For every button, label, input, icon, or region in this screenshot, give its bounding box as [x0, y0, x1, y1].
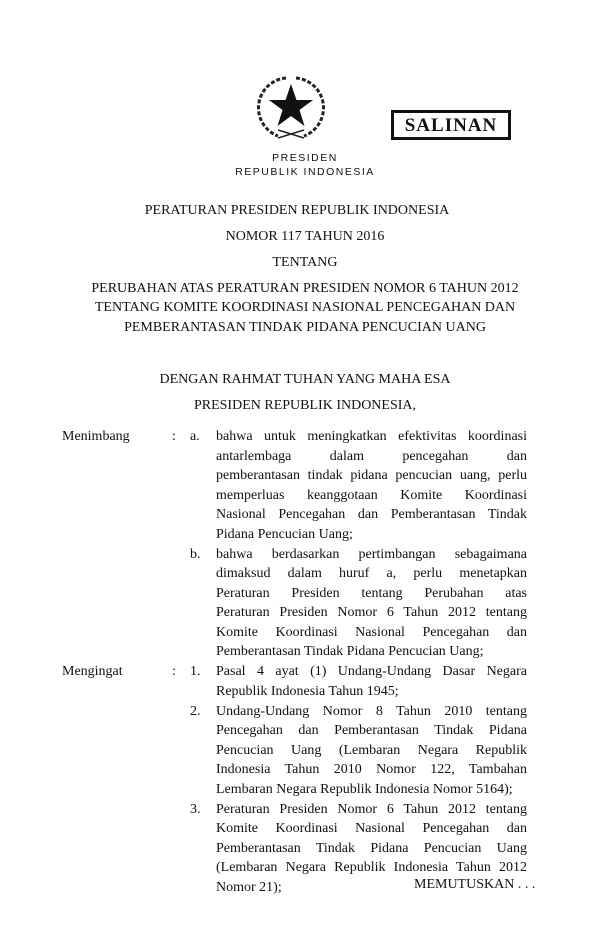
item-text-line: Peraturan Presiden Nomor 6 Tahun 2012 tentang [216, 801, 527, 817]
office-line-2: REPUBLIK INDONESIA [235, 166, 375, 178]
item-text-line: memperluas keanggotaan Komite Koordinasi [216, 487, 527, 503]
item-marker: 3. [190, 801, 201, 817]
item-text-line: Pemberantasan Tindak Pidana Pencucian Uang; [216, 644, 484, 659]
about-label: TENTANG [272, 255, 338, 270]
item-text-line: dimaksud dalam huruf a, perlu menetapkan [216, 566, 527, 581]
item-text-line: Peraturan Presiden Nomor 6 Tahun 2012 tentang [216, 605, 527, 620]
section-colon: : [172, 664, 176, 679]
subject-line-2: TENTANG KOMITE KOORDINASI NASIONAL PENCEGAHAN DAN [94, 300, 516, 315]
section-label: Mengingat [62, 664, 123, 679]
salinan-stamp: SALINAN [391, 110, 511, 140]
subject-line-3: PEMBERANTASAN TINDAK PIDANA PENCUCIAN UANG [124, 320, 486, 335]
item-text-line: Pasal 4 ayat (1) Undang-Undang Dasar Negara [216, 664, 527, 679]
item-text-line: Peraturan Presiden tentang Perubahan atas [216, 585, 527, 601]
continuation-text: MEMUTUSKAN . . . [414, 877, 536, 892]
item-marker: 2. [190, 703, 201, 719]
item-text-line: bahwa berdasarkan pertimbangan sebagaimana [216, 546, 527, 562]
regulation-number: NOMOR 117 TAHUN 2016 [225, 229, 385, 244]
item-text-line: Undang-Undang Nomor 8 Tahun 2010 tentang [216, 703, 527, 719]
office-line-1: PRESIDEN [272, 152, 338, 164]
issuer: PRESIDEN REPUBLIK INDONESIA, [193, 398, 417, 413]
item-text-line: Pidana Pencucian Uang; [216, 526, 353, 542]
item-marker: 1. [190, 664, 201, 679]
section-label: Menimbang [62, 429, 130, 444]
item-text-line: Pencegahan dan Pemberantasan Tindak Pidana [216, 723, 527, 738]
subject-line-1: PERUBAHAN ATAS PERATURAN PRESIDEN NOMOR 6 TAHUN 2012 [91, 281, 519, 296]
item-text-line: (Lembaran Negara Republik Indonesia Tahun 2012 [216, 860, 527, 875]
item-text-line: Nomor 21); [216, 879, 282, 895]
section-colon: : [172, 429, 176, 444]
regulation-title: PERATURAN PRESIDEN REPUBLIK INDONESIA [144, 203, 450, 218]
item-text-line: Pemberantasan Tindak Pidana Pencucian Uang [216, 840, 527, 856]
item-text-line: pemberantasan tindak pidana pencucian uang, perlu [216, 468, 527, 483]
item-marker: a. [190, 429, 200, 444]
invocation: DENGAN RAHMAT TUHAN YANG MAHA ESA [159, 372, 451, 387]
item-marker: b. [190, 546, 201, 562]
item-text-line: antarlembaga dalam pencegahan dan [216, 448, 527, 464]
garuda-emblem-icon [256, 72, 326, 144]
item-text-line: Republik Indonesia Tahun 1945; [216, 683, 399, 699]
item-text-line: Komite Koordinasi Nasional Pencegahan dan [216, 624, 527, 640]
item-text-line: Nasional Pencegahan dan Pemberantasan Tindak [216, 507, 527, 522]
item-text-line: Lembaran Negara Republik Indonesia Nomor 5164); [216, 781, 513, 797]
item-text-line: Pencucian Uang (Lembaran Negara Republik [216, 742, 527, 758]
item-text-line: bahwa untuk meningkatkan efektivitas koordinasi [216, 429, 527, 444]
item-text-line: Komite Koordinasi Nasional Pencegahan dan [216, 821, 527, 836]
item-text-line: Indonesia Tahun 2010 Nomor 122, Tambahan [216, 762, 527, 777]
